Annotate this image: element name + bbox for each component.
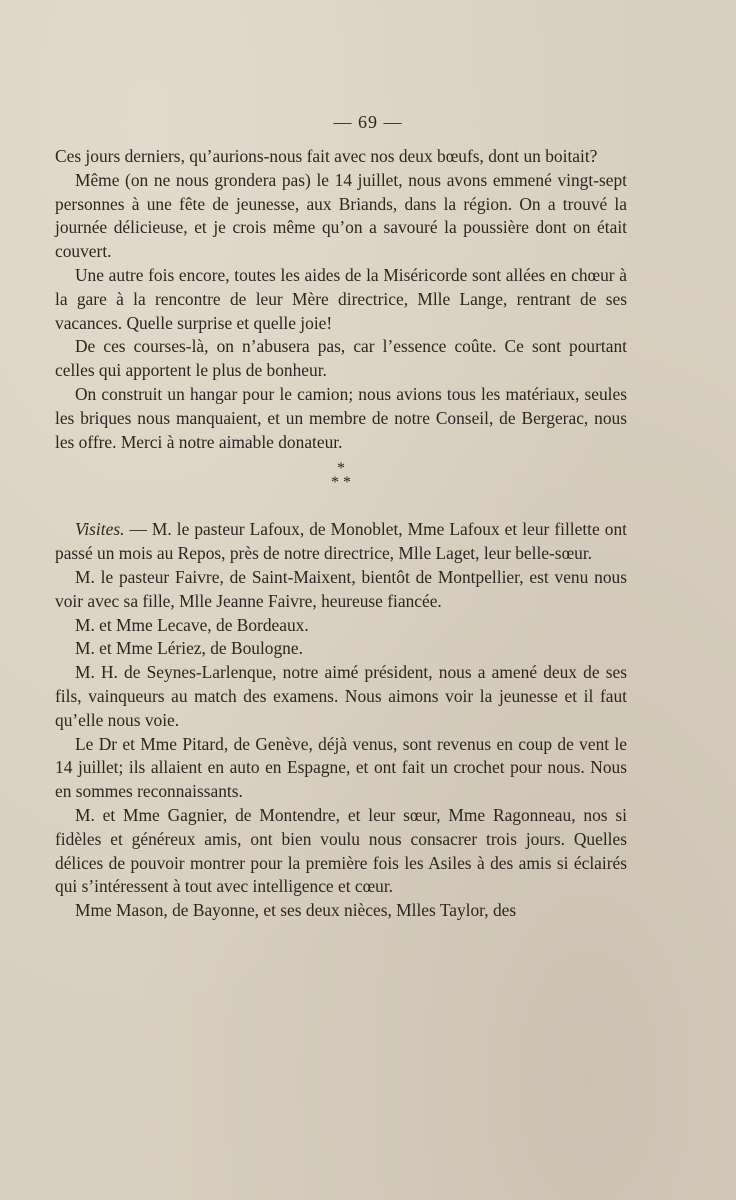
paragraph: On construit un hangar pour le camion; nous avions tous les matériaux, seules les briques nous manquaient, et un membre de notre Conseil, de Bergerac, nous les offre. Merci à notre aimable donateur. [55, 383, 627, 452]
paragraph: M. et Mme Gagnier, de Montendre, et leur sœur, Mme Ragonneau, nos si fidèles et généreux amis, ont bien voulu nous consacrer trois jours. Quelles délices de pouvoir montrer pour la première fois les Asiles à des amis si éclairés qui s’intéressent à tout avec intelligence et cœur. [55, 804, 627, 897]
paragraph: M. le pasteur Faivre, de Saint-Maixent, bientôt de Montpellier, est venu nous voir avec sa fille, Mlle Jeanne Faivre, heureuse fiancée. [55, 566, 627, 611]
section-separator [55, 462, 627, 490]
paragraph: Ces jours derniers, qu’aurions-nous fait avec nos deux bœufs, dont un boitait? [55, 146, 598, 166]
paragraph: De ces courses-là, on n’abusera pas, car l’essence coûte. Ce sont pourtant celles qui apportent le plus de bonheur. [55, 336, 627, 381]
visites-first-paragraph [55, 518, 627, 566]
paragraph: M. et Mme Lériez, de Boulogne. [75, 638, 303, 659]
paragraph: Mme Mason, de Bayonne, et ses deux nièces, Mlles Taylor, des [75, 900, 517, 921]
paragraph: Même (on ne nous grondera pas) le 14 juillet, nous avons emmené vingt-sept personnes à une fête de jeunesse, aux Briands, dans la région. On a trouvé la journée délicieuse, et je crois même qu’on a savouré la poussière dont on était couvert. [55, 169, 627, 262]
visites-heading: Visites. [75, 519, 125, 540]
separator-asterisk-top: * [337, 460, 345, 478]
paragraph: M. H. de Seynes-Larlenque, notre aimé président, nous a amené deux de ses fils, vainqueurs au match des examens. Nous aimons voir la jeunesse et il faut qu’elle nous voie. [55, 662, 627, 730]
paragraph: Le Dr et Mme Pitard, de Genève, déjà venus, sont revenus en coup de vent le 14 juillet; ils allaient en auto en Espagne, et ont fait un crochet pour nous. Nous en sommes reconnaissants. [55, 733, 627, 802]
paragraph: M. et Mme Lecave, de Bordeaux. [75, 614, 309, 635]
page-text [55, 145, 627, 923]
separator-asterisks-bottom: * * [331, 474, 351, 492]
visites-first-paragraph-text: — M. le pasteur Lafoux, de Monoblet, Mme Lafoux et leur fillette ont passé un mois au Repos, près de notre directrice, Mlle Laget, leur belle-sœur. [55, 519, 627, 564]
paragraph: Une autre fois encore, toutes les aides de la Miséricorde sont allées en chœur à la gare à la rencontre de leur Mère directrice, Mlle Lange, rentrant de ses vacances. Quelle surprise et quelle joie! [55, 264, 627, 333]
page-number: — 69 — [333, 112, 403, 132]
